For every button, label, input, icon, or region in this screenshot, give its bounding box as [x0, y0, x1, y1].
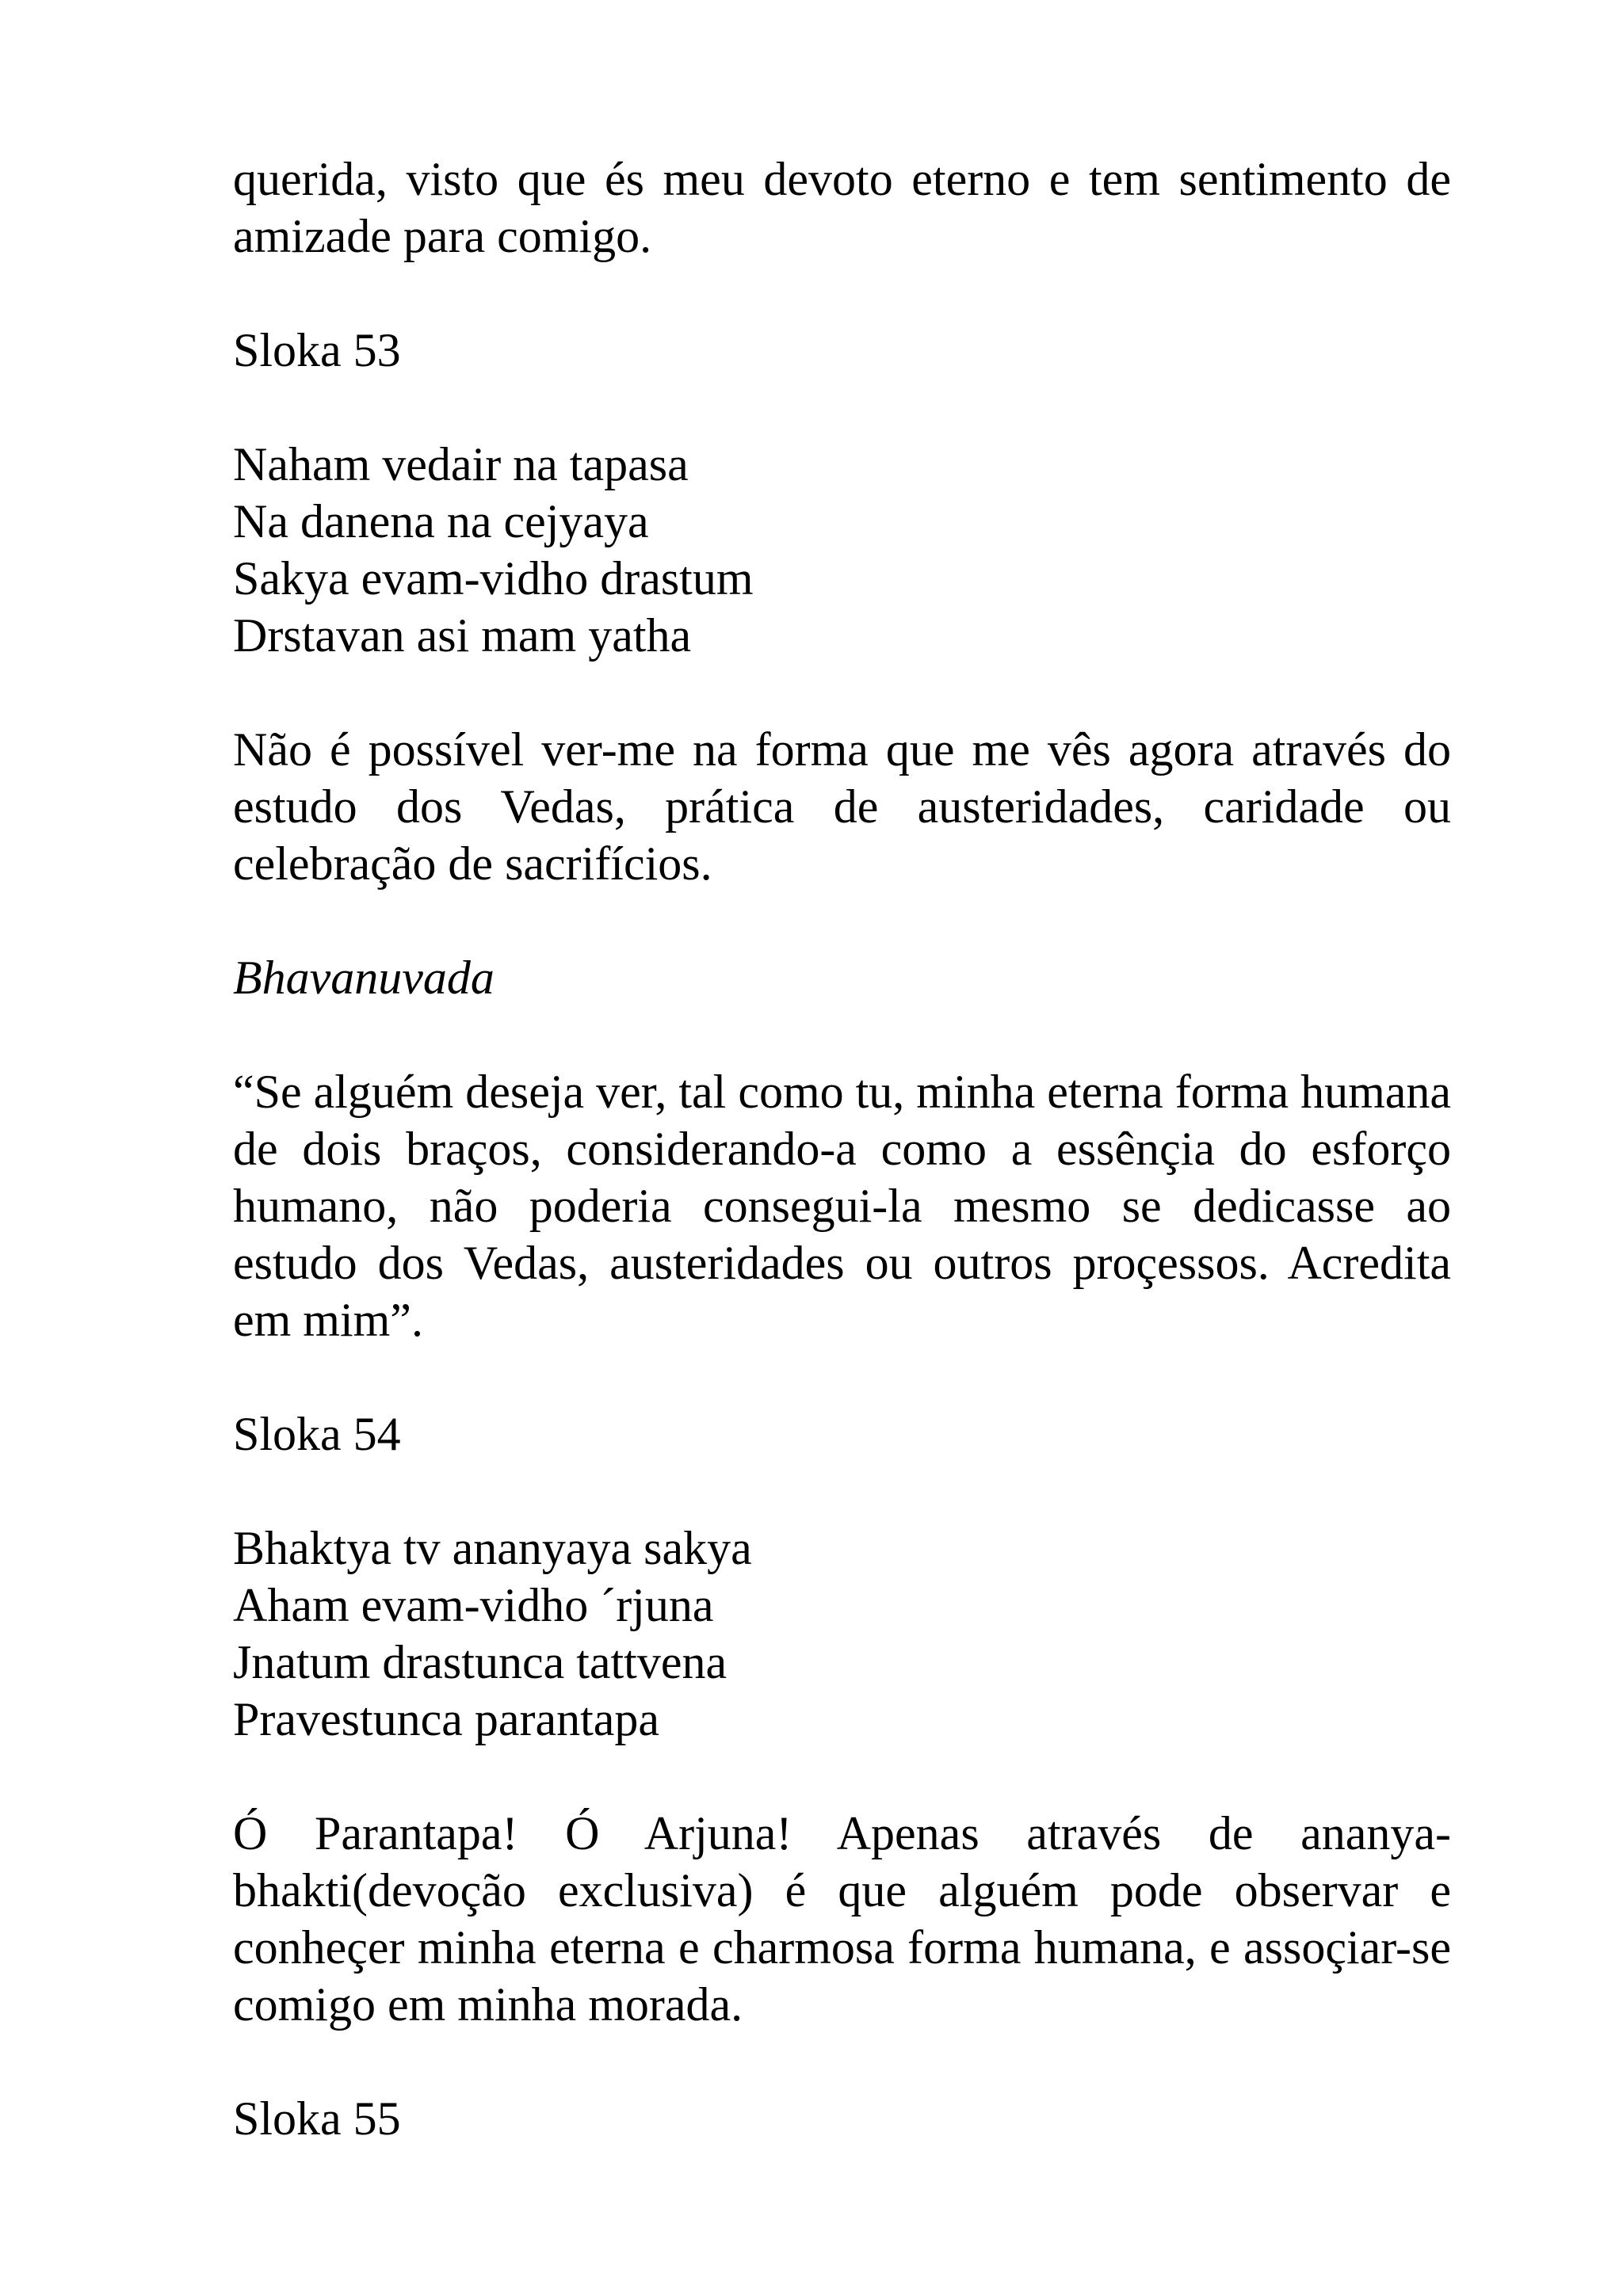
verse-line: Naham vedair na tapasa: [233, 438, 689, 490]
bhavanuvada-heading: Bhavanuvada: [233, 952, 495, 1004]
verse-line: Na danena na cejyaya: [233, 495, 649, 547]
sloka-53-heading: Sloka 53: [233, 324, 401, 376]
verse-line: Drstavan asi mam yatha: [233, 609, 692, 662]
sloka-53-translation: Não é possível ver-me na forma que me vês agora através do estudo dos Vedas, prática de austeridades, caridade ou celebração de sacrifícios.: [233, 723, 1451, 890]
sloka-55-heading: Sloka 55: [233, 2092, 401, 2145]
intro-paragraph: querida, visto que és meu devoto eterno e tem sentimento de amizade para comigo.: [233, 153, 1451, 262]
verse-line: Jnatum drastunca tattvena: [233, 1636, 727, 1688]
verse-line: Bhaktya tv ananyaya sakya: [233, 1522, 752, 1574]
verse-line: Aham evam-vidho ´rjuna: [233, 1579, 714, 1631]
sloka-54-heading: Sloka 54: [233, 1408, 401, 1460]
verse-line: Sakya evam-vidho drastum: [233, 552, 754, 605]
bhavanuvada-paragraph: “Se alguém deseja ver, tal como tu, minha eterna forma humana de dois braços, considerando-a como a essênçia do esforço humano, não poderia consegui-la mesmo se dedicasse ao estudo dos Vedas, austeridades ou outros proçessos. Acredita em mim”.: [233, 1066, 1452, 1346]
sloka-54-translation: Ó Parantapa! Ó Arjuna! Apenas através de ananya-bhakti(devoção exclusiva) é que alguém pode observar e conheçer minha eterna e charmosa forma humana, e assoçiar-se comigo em minha morada.: [233, 1807, 1451, 2031]
verse-line: Pravestunca parantapa: [233, 1693, 660, 1745]
sloka-53-verse: [233, 436, 1451, 664]
page-content: [233, 151, 1451, 2204]
sloka-54-verse: [233, 1520, 1451, 1748]
